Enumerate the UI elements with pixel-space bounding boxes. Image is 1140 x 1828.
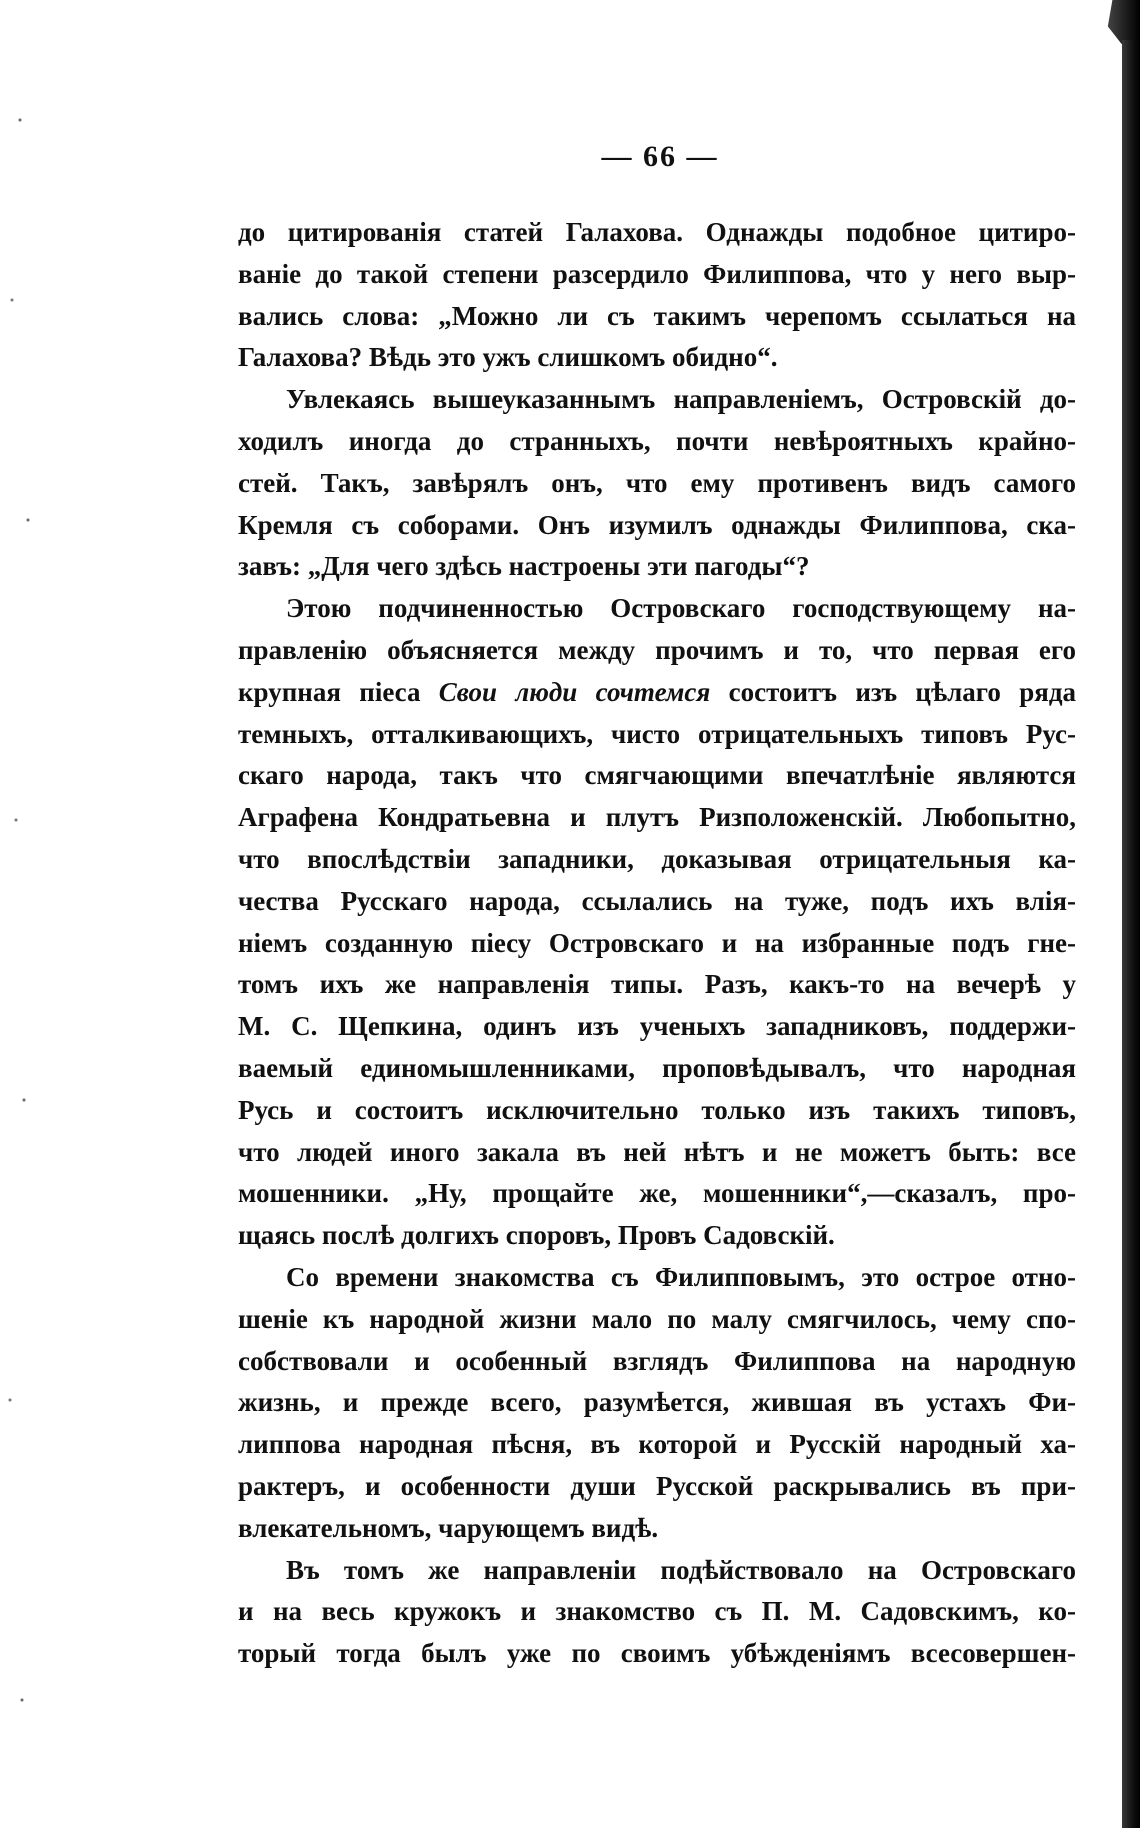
text-line: Увлекаясь вышеуказаннымъ направленіемъ, Островскій до-	[286, 384, 1076, 415]
text-line: липпова народная пѣсня, въ которой и Русскій народный ха-	[238, 1429, 1076, 1460]
text-line: ваніе до такой степени разсердило Филиппова, что у него выр-	[238, 258, 1076, 289]
text-line: Этою подчиненностью Островскаго господствующему на-	[286, 593, 1076, 624]
text-line: влекательномъ, чарующемъ видѣ.	[238, 1512, 659, 1543]
text-line: торый тогда былъ уже по своимъ убѣжденіямъ всесовершен-	[238, 1638, 1076, 1669]
text-line: шеніе къ народной жизни мало по малу смягчилось, чему спо-	[238, 1303, 1076, 1334]
text-line: ваемый единомышленниками, проповѣдывалъ, что народная	[238, 1052, 1076, 1083]
text-line: скаго народа, такъ что смягчающими впечатлѣніе являются	[238, 760, 1076, 791]
text-line: вались слова: „Можно ли съ такимъ черепомъ ссылаться на	[238, 300, 1076, 331]
scan-right-edge-shadow	[1122, 40, 1140, 1828]
text-line: завъ: „Для чего здѣсь настроены эти пагоды“?	[238, 551, 810, 582]
text-line: что впослѣдствіи западники, доказывая отрицательныя ка-	[238, 843, 1076, 874]
page-number: — 66 —	[601, 140, 719, 173]
text-line: томъ ихъ же направленія типы. Разъ, какъ-то на вечерѣ у	[238, 969, 1076, 1000]
text-line: ніемъ созданную піесу Островскаго и на избранные подъ гне-	[238, 927, 1076, 958]
text-line: Галахова? Вѣдь это ужъ слишкомъ обидно“.	[238, 342, 778, 373]
text-line: Со времени знакомства съ Филипповымъ, это острое отно-	[286, 1261, 1076, 1292]
text-line: стей. Такъ, завѣрялъ онъ, что ему противенъ видъ самого	[238, 467, 1076, 498]
text-line: собствовали и особенный взглядъ Филиппова на народную	[238, 1345, 1076, 1376]
text-line: темныхъ, отталкивающихъ, чисто отрицательныхъ типовъ Рус-	[238, 718, 1076, 749]
body-text	[238, 212, 1076, 1675]
text-line: до цитированія статей Галахова. Однажды подобное цитиро-	[238, 217, 1076, 247]
scan-left-margin-specks	[0, 0, 60, 1828]
text-line: М. С. Щепкина, одинъ изъ ученыхъ западниковъ, поддержи-	[238, 1011, 1076, 1042]
text-line: рактеръ, и особенности души Русской раскрывались въ при-	[238, 1470, 1076, 1501]
scan-top-right-shadow	[1094, 0, 1140, 44]
text-line: чества Русскаго народа, ссылались на туже, подъ ихъ влія-	[238, 885, 1076, 916]
text-line: крупная піеса Свои люди сочтемся состоитъ изъ цѣлаго ряда	[238, 676, 1076, 707]
text-line: жизнь, и прежде всего, разумѣется, жившая въ устахъ Фи-	[238, 1387, 1076, 1418]
text-line: Русь и состоитъ исключительно только изъ такихъ типовъ,	[238, 1094, 1076, 1125]
text-line: правленію объясняется между прочимъ и то, что первая его	[238, 634, 1076, 665]
text-line: Аграфена Кондратьевна и плутъ Ризположенскій. Любопытно,	[238, 802, 1076, 833]
text-line: Кремля съ соборами. Онъ изумилъ однажды Филиппова, ска-	[238, 509, 1076, 540]
text-line: Въ томъ же направленіи подѣйствовало на Островскаго	[286, 1554, 1076, 1585]
text-line: щаясь послѣ долгихъ споровъ, Провъ Садовскій.	[238, 1220, 835, 1251]
text-line: что людей иного закала въ ней нѣтъ и не можетъ быть: все	[238, 1136, 1076, 1167]
text-line: ходилъ иногда до странныхъ, почти невѣроятныхъ крайно-	[238, 425, 1076, 456]
text-line: и на весь кружокъ и знакомство съ П. М. Садовскимъ, ко-	[238, 1596, 1076, 1627]
text-line: мошенники. „Ну, прощайте же, мошенники“,—сказалъ, про-	[238, 1178, 1076, 1209]
